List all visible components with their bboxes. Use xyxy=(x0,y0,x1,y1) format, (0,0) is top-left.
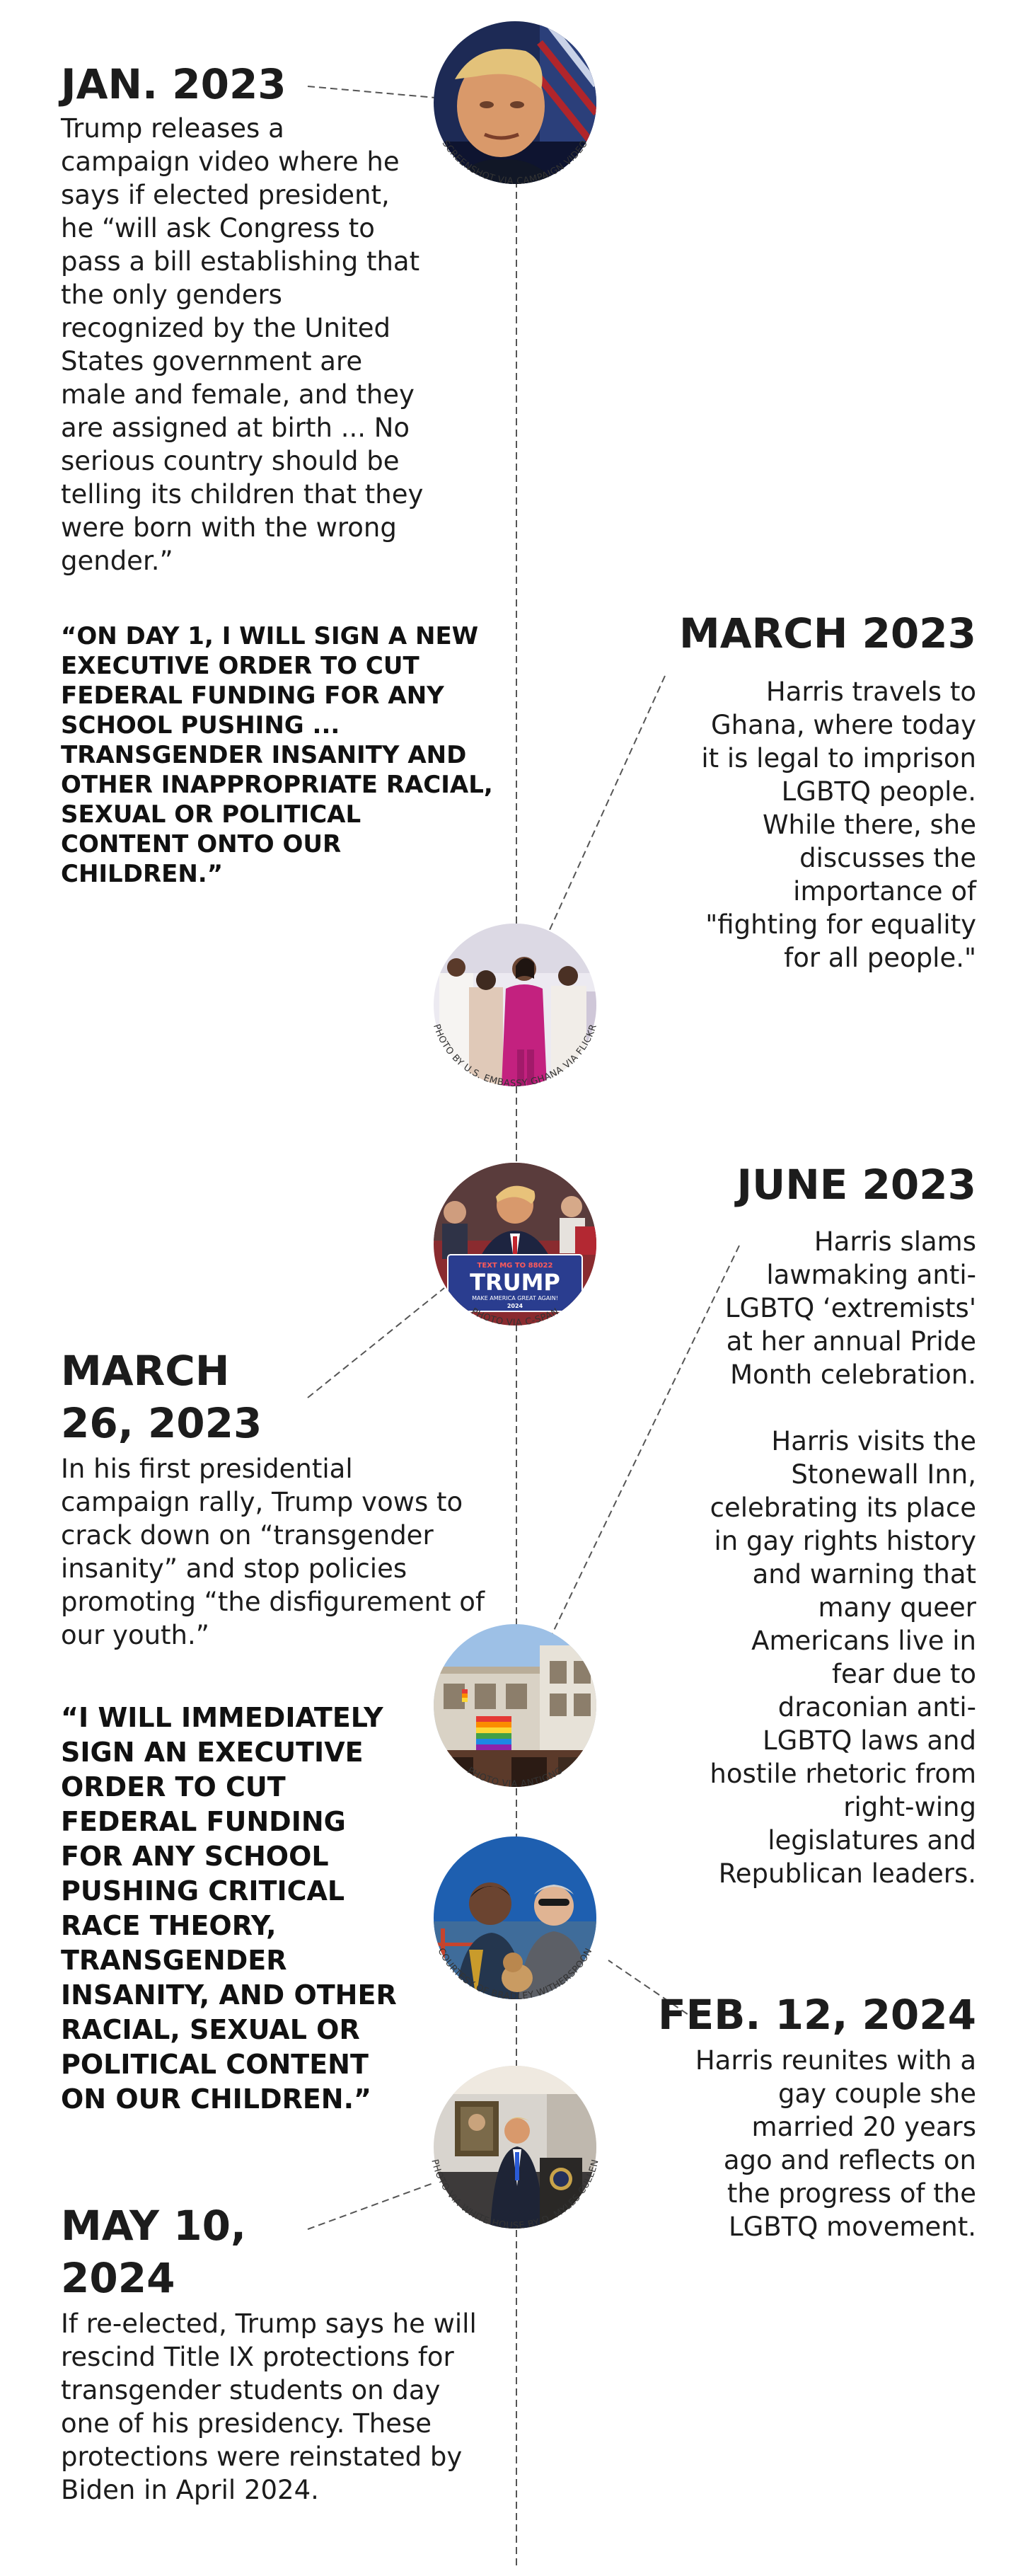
sign-top-text: TEXT MG TO 88022 xyxy=(477,1262,553,1270)
event-date: MARCH 26, 2023 xyxy=(61,1347,262,1447)
event-description: Harris reunites with a gay couple she married 20 years ago and reflects on the progress of the LGBTQ movement. xyxy=(695,2045,976,2242)
photo-credit: PHOTO VIA WHITE HOUSE BY D. MYLES CULLEN xyxy=(429,2158,601,2232)
credit-1-wrap xyxy=(388,0,642,230)
event-description: Harris travels to Ghana, where today it is legal to imprison LGBTQ people. While there, she discusses the importance of "fighting for equality for all people." xyxy=(701,677,976,973)
sign-main-text: TRUMP xyxy=(470,1269,560,1296)
photo-credit: PHOTO VIA C-SPAN xyxy=(469,1306,561,1329)
event-description-2: Harris visits the Stonewall Inn, celebrating its place in gay rights history and warning that many queer Americans live in fear due to draconian anti- LGBTQ laws and hostile rhetoric from right-wing legislatures and Republican leaders. xyxy=(710,1426,976,1889)
event-june-2023 xyxy=(623,1158,976,1890)
quote-march-26-2023 xyxy=(61,1701,429,2117)
credit-6-wrap xyxy=(388,2020,642,2275)
photo-credit: PHOTO VIA ANTIGNG xyxy=(465,1765,565,1790)
event-description: If re-elected, Trump says he will rescind Title IX protections for transgender students on day one of his presidency. These protections were reinstated by Biden in April 2024. xyxy=(61,2308,477,2505)
event-description: Trump releases a campaign video where he says if elected president, he “will ask Congress to pass a bill establishing that the only genders recognized by the United States government are male and female, and they are assigned at birth ... No serious country should be telling its children that they were born with the wrong gender.” xyxy=(61,113,424,576)
credit-3-wrap xyxy=(388,1117,642,1372)
event-feb-12-2024 xyxy=(623,1989,976,2243)
trump-quote: “ON DAY 1, I WILL SIGN A NEW EXECUTIVE ORDER TO CUT FEDERAL FUNDING FOR ANY SCHOOL PUSHING ... TRANSGENDER INSANITY AND OTHER INAPPROPRIATE RACIAL, SEXUAL OR POLITICAL CONTENT ONTO OUR CHILDREN.” xyxy=(61,622,493,888)
event-date: FEB. 12, 2024 xyxy=(657,1991,976,2039)
event-date: JUNE 2023 xyxy=(736,1161,976,1209)
photo-credit: PHOTO BY U.S. EMBASSY GHANA VIA FLICKR xyxy=(431,1023,600,1090)
sign-year-text: 2024 xyxy=(507,1303,523,1309)
event-date: JAN. 2023 xyxy=(61,60,287,108)
credit-5-wrap xyxy=(388,1790,642,2045)
quote-jan-2023 xyxy=(61,621,499,889)
event-date: MAY 10, 2024 xyxy=(61,2202,246,2302)
trump-quote: “I WILL IMMEDIATELY SIGN AN EXECUTIVE ORDER TO CUT FEDERAL FUNDING FOR ANY SCHOOL PUSHING CRITICAL RACE THEORY, TRANSGENDER INSANITY, AND OTHER RACIAL, SEXUAL OR POLITICAL CONTENT ON OUR CHILDREN.” xyxy=(61,1702,397,2115)
event-march-2023 xyxy=(623,607,976,974)
sign-sub-text: MAKE AMERICA GREAT AGAIN! xyxy=(472,1295,558,1301)
event-description: In his first presidential campaign rally, Trump vows to crack down on “transgender insanity” and stop policies promoting “the disfigurement of our youth.” xyxy=(61,1454,485,1650)
photo-credit: COURTESY OF BRADLEY WITHERSPOON xyxy=(435,1946,595,2003)
credit-2-wrap xyxy=(388,878,642,1132)
event-date: MARCH 2023 xyxy=(679,609,976,657)
event-description: Harris slams lawmaking anti- LGBTQ ‘extremists' at her annual Pride Month celebration. xyxy=(724,1226,976,1390)
photo-credit: SCREENSHOT VIA CAMPAIGN VIDEO xyxy=(439,138,591,188)
